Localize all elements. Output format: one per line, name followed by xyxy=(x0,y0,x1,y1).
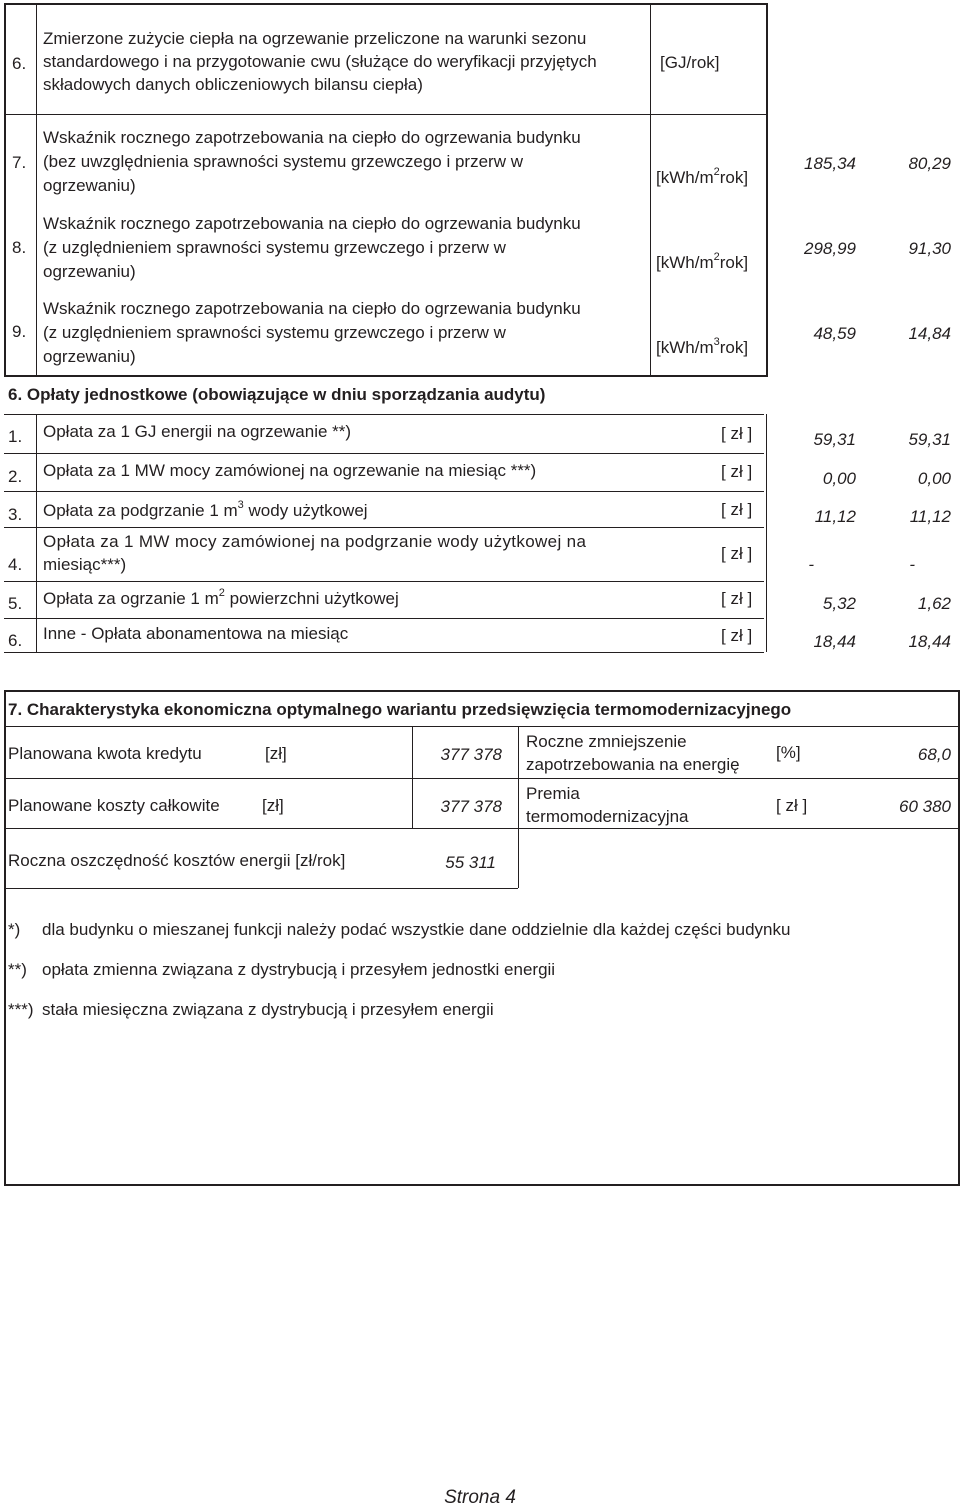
credit-unit: [zł] xyxy=(265,744,287,763)
note-text: stała miesięczna związana z dystrybucją i przesyłem energii xyxy=(42,1000,494,1019)
indicator-desc-line: (z uzględnieniem sprawności systemu grzewczego i przerw w xyxy=(43,323,506,342)
econ-heading: 7. Charakterystyka ekonomiczna optymalnego wariantu przedsięwzięcia termomodernizacyjnego xyxy=(8,700,792,719)
fee-value-2: 0,00 xyxy=(917,469,951,488)
fee-unit: [ zł ] xyxy=(721,500,753,519)
fee-value-2: 18,44 xyxy=(908,632,951,651)
premium-label-line2: termomodernizacyjna xyxy=(526,807,689,826)
fee-unit: [ zł ] xyxy=(721,589,753,608)
fee-number: 3. xyxy=(8,505,23,524)
fee-label: Inne - Opłata abonamentowa na miesiąc xyxy=(43,624,349,643)
econ-col-divider xyxy=(412,726,413,828)
note-text: opłata zmienna związana z dystrybucją i przesyłem jednostki energii xyxy=(42,960,556,979)
saving-value: 55 311 xyxy=(445,853,496,872)
credit-label: Planowana kwota kredytu xyxy=(8,744,202,763)
fee-number: 2. xyxy=(8,467,23,486)
indicator-value-2: 14,84 xyxy=(908,324,951,343)
credit-value: 377 378 xyxy=(440,745,502,764)
fee-number: 5. xyxy=(8,594,23,613)
row-divider xyxy=(4,114,768,115)
fee-value-2: - xyxy=(909,555,915,574)
indicator-number: 8. xyxy=(12,238,27,257)
fee-value-1: 11,12 xyxy=(814,507,856,526)
premium-value: 60 380 xyxy=(899,797,951,816)
indicator-desc-line: ogrzewaniu) xyxy=(43,262,136,281)
fees-row-divider xyxy=(4,453,764,454)
indicator-desc-line: ogrzewaniu) xyxy=(43,176,136,195)
page-number: Strona 4 xyxy=(444,1487,516,1508)
fee-value-2: 1,62 xyxy=(917,594,951,613)
econ-row-divider xyxy=(518,828,960,829)
indicator-desc-line: standardowego i na przygotowanie cwu (służące do weryfikacji przyjętych xyxy=(43,52,597,71)
fee-value-2: 11,12 xyxy=(909,507,951,526)
fees-heading: 6. Opłaty jednostkowe (obowiązujące w dniu sporządzania audytu) xyxy=(8,385,546,404)
fee-unit: [ zł ] xyxy=(721,626,753,645)
saving-label: Roczna oszczędność kosztów energii [zł/rok] xyxy=(8,851,346,870)
unit-col-divider xyxy=(650,3,651,377)
note-mark: ***) xyxy=(8,1000,34,1019)
fee-value-1: 59,31 xyxy=(813,430,856,449)
fees-row-divider xyxy=(4,618,764,619)
fees-row-divider xyxy=(4,414,764,415)
reduction-label: Roczne zmniejszenie xyxy=(526,732,687,751)
fees-row-divider xyxy=(4,652,764,653)
fee-label: Opłata za 1 MW mocy zamówionej na ogrzewanie na miesiąc ***) xyxy=(43,461,537,480)
fee-number: 4. xyxy=(8,555,23,574)
econ-col-divider xyxy=(518,726,519,888)
indicator-desc-line: Wskaźnik rocznego zapotrzebowania na ciepło do ogrzewania budynku xyxy=(43,128,581,147)
indicator-desc-line: składowych danych obliczeniowych bilansu ciepła) xyxy=(43,75,423,94)
indicator-unit: $[kWh/m^3rok]$ xyxy=(656,336,749,357)
fee-label: Opłata za ogrzanie 1 $m^2$ powierzchni użytkowej xyxy=(43,587,399,608)
cost-label: Planowane koszty całkowite xyxy=(8,796,220,815)
fee-label: Opłata za 1 GJ energii na ogrzewanie **) xyxy=(43,422,352,441)
note-text: dla budynku o mieszanej funkcji należy podać wszystkie dane oddzielnie dla każdej części budynku xyxy=(42,920,791,939)
fee-value-1: 5,32 xyxy=(822,594,856,613)
fee-unit: [ zł ] xyxy=(721,424,753,443)
econ-row-divider xyxy=(4,828,518,829)
fees-num-divider xyxy=(36,414,37,652)
indicator-value-2: 91,30 xyxy=(908,239,951,258)
fee-label-line2: miesiąc***) xyxy=(43,555,127,574)
fees-row-divider xyxy=(4,527,764,528)
fee-label: Opłata za 1 MW mocy zamówionej na podgrzanie wody użytkowej na xyxy=(43,532,587,551)
econ-heading-rule xyxy=(4,726,960,727)
indicator-desc-line: (z uzględnieniem sprawności systemu grzewczego i przerw w xyxy=(43,238,506,257)
fee-unit: [ zł ] xyxy=(721,462,753,481)
fee-label: Opłata za podgrzanie 1 $m^3$ wody użytkowej xyxy=(43,499,368,520)
indicator-value-1: 185,34 xyxy=(804,154,856,173)
cost-value: 377 378 xyxy=(440,797,502,816)
indicator-value-2: 80,29 xyxy=(908,154,951,173)
indicator-desc-line: (bez uwzględnienia sprawności systemu grzewczego i przerw w xyxy=(43,152,523,171)
premium-label: Premia xyxy=(526,784,580,803)
fee-unit: [ zł ] xyxy=(721,544,753,563)
note-mark: **) xyxy=(8,960,27,979)
reduction-label-line2: zapotrzebowania na energię xyxy=(526,755,740,774)
indicator-desc-line: ogrzewaniu) xyxy=(43,347,136,366)
indicator-unit: $[kWh/m^2rok]$ xyxy=(656,251,749,272)
indicator-value-1: 48,59 xyxy=(813,324,856,343)
econ-row-divider xyxy=(4,888,518,889)
indicator-number: 6. xyxy=(12,54,27,73)
fees-row-divider xyxy=(4,491,764,492)
fee-number: 1. xyxy=(8,427,23,446)
econ-row-divider xyxy=(4,778,518,779)
reduction-unit: [%] xyxy=(776,743,801,762)
fees-row-divider xyxy=(4,581,764,582)
fee-value-2: 59,31 xyxy=(908,430,951,449)
cost-unit: [zł] xyxy=(262,796,284,815)
indicator-value-1: 298,99 xyxy=(804,239,856,258)
indicator-desc-line: Wskaźnik rocznego zapotrzebowania na ciepło do ogrzewania budynku xyxy=(43,214,581,233)
econ-row-divider xyxy=(518,778,960,779)
reduction-value: 68,0 xyxy=(917,745,951,764)
premium-unit: [ zł ] xyxy=(776,796,808,815)
fee-number: 6. xyxy=(8,631,23,650)
num-col-divider xyxy=(36,3,37,377)
indicator-desc-line: Wskaźnik rocznego zapotrzebowania na ciepło do ogrzewania budynku xyxy=(43,299,581,318)
fee-value-1: - xyxy=(808,555,814,574)
fee-value-1: 0,00 xyxy=(822,469,856,488)
indicator-unit: $[kWh/m^2rok]$ xyxy=(656,166,749,187)
indicator-desc-line: Zmierzone zużycie ciepła na ogrzewanie przeliczone na warunki sezonu xyxy=(43,29,587,48)
note-mark: *) xyxy=(8,920,21,939)
indicator-number: 9. xyxy=(12,322,27,341)
indicator-unit: [GJ/rok] xyxy=(660,53,720,72)
fee-value-1: 18,44 xyxy=(813,632,856,651)
indicator-number: 7. xyxy=(12,153,27,172)
